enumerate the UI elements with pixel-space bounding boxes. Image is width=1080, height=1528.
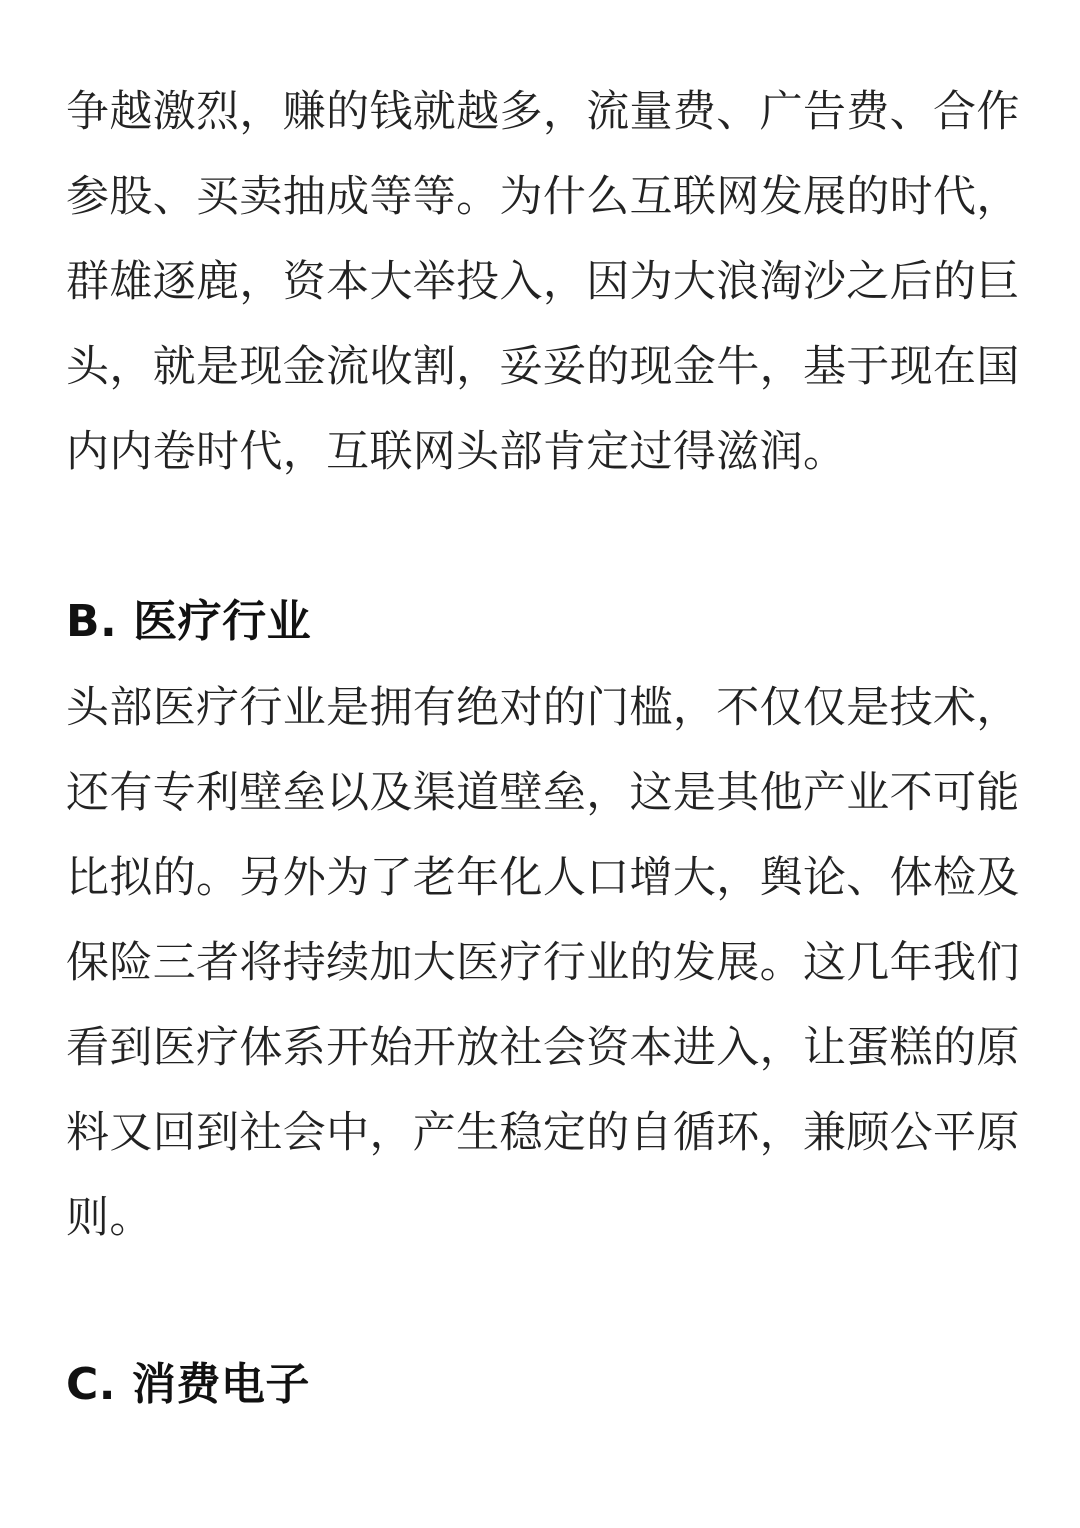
section-b-line-1: 头部医疗行业是拥有绝对的门槛，不仅仅是技术，	[66, 683, 1020, 733]
intro-line-3: 群雄逐鹿，资本大举投入，因为大浪淘沙之后的巨	[66, 257, 1020, 307]
intro-line-4: 头，就是现金流收割，妥妥的现金牛，基于现在国	[66, 342, 1020, 392]
section-b-line-2: 还有专利壁垒以及渠道壁垒，这是其他产业不可能	[66, 768, 1020, 818]
intro-line-2: 参股、买卖抽成等等。为什么互联网发展的时代，	[66, 172, 1020, 222]
section-b-line-3: 比拟的。另外为了老年化人口增大，舆论、体检及	[66, 853, 1020, 903]
section-c-heading: C. 消费电子	[66, 1359, 310, 1410]
section-b-line-6: 料又回到社会中，产生稳定的自循环，兼顾公平原	[66, 1108, 1020, 1158]
section-b-heading: B. 医疗行业	[66, 596, 312, 647]
section-b-line-5: 看到医疗体系开始开放社会资本进入，让蛋糕的原	[66, 1023, 1020, 1073]
section-b-line-7: 则。	[66, 1193, 153, 1243]
intro-line-5: 内内卷时代，互联网头部肯定过得滋润。	[66, 427, 847, 477]
section-b-line-4: 保险三者将持续加大医疗行业的发展。这几年我们	[66, 938, 1020, 988]
intro-line-1: 争越激烈，赚的钱就越多，流量费、广告费、合作	[66, 87, 1020, 137]
